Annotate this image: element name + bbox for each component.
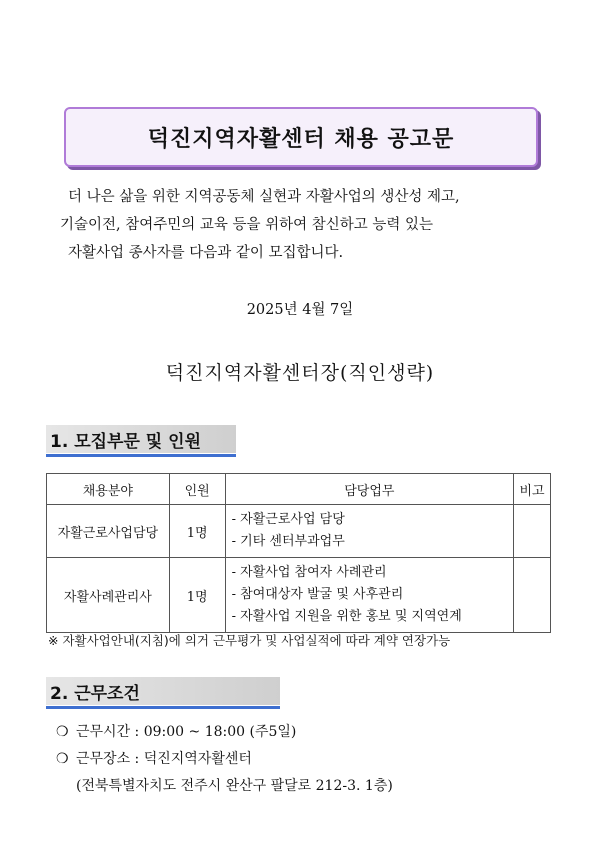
intro-line: 더 나은 삶을 위한 지역공동체 실현과 자활사업의 생산성 제고,	[68, 189, 460, 205]
row-field: 자활사례관리사	[47, 558, 170, 633]
condition-text: 근무시간 : 09:00 ~ 18:00 (주5일)	[76, 724, 297, 740]
issuer-signature: 덕진지역자활센터장(직인생략)	[165, 362, 435, 384]
recruitment-table	[46, 473, 551, 633]
row-note	[514, 505, 551, 558]
intro-line: 기술이전, 참여주민의 교육 등을 위하여 참신하고 능력 있는	[60, 217, 434, 233]
duty-item: - 참여대상자 발굴 및 사후관리	[231, 587, 404, 602]
header-field: 채용분야	[47, 474, 170, 505]
section-heading-conditions: 2. 근무조건	[46, 677, 280, 705]
row-count: 1명	[169, 558, 225, 633]
table-header-row	[47, 474, 551, 505]
header-duties: 담당업무	[225, 474, 513, 505]
row-count: 1명	[169, 505, 225, 558]
header-count: 인원	[169, 474, 225, 505]
contract-footnote: ※ 자활사업안내(지침)에 의거 근무평가 및 사업실적에 따라 계약 연장가능	[48, 633, 451, 648]
intro-line: 자활사업 종사자를 다음과 같이 모집합니다.	[68, 245, 344, 261]
announcement-date: 2025년 4월 7일	[246, 302, 354, 318]
title-box	[64, 107, 538, 167]
condition-item-hours	[56, 721, 296, 741]
table-row	[47, 505, 551, 558]
duty-item: - 자활근로사업 담당	[231, 512, 345, 527]
duty-item: - 자활사업 참여자 사례관리	[231, 565, 387, 580]
table-row	[47, 558, 551, 633]
condition-item-location	[56, 748, 252, 768]
circle-bullet-icon: ❍	[56, 724, 69, 740]
duty-item: - 기타 센터부과업무	[231, 534, 345, 549]
row-field: 자활근로사업담당	[47, 505, 170, 558]
row-duties	[225, 558, 513, 633]
header-note: 비고	[514, 474, 551, 505]
row-note	[514, 558, 551, 633]
condition-text: 근무장소 : 덕진지역자활센터	[76, 751, 252, 767]
location-address: (전북특별자치도 전주시 완산구 팔달로 212-3. 1층)	[76, 778, 393, 794]
row-duties	[225, 505, 513, 558]
intro-paragraph	[60, 183, 560, 267]
section-heading-recruitment: 1. 모집부문 및 인원	[46, 425, 236, 453]
page-title: 덕진지역자활센터 채용 공고문	[147, 126, 455, 152]
circle-bullet-icon: ❍	[56, 751, 69, 767]
duty-item: - 자활사업 지원을 위한 홍보 및 지역연계	[231, 609, 462, 624]
